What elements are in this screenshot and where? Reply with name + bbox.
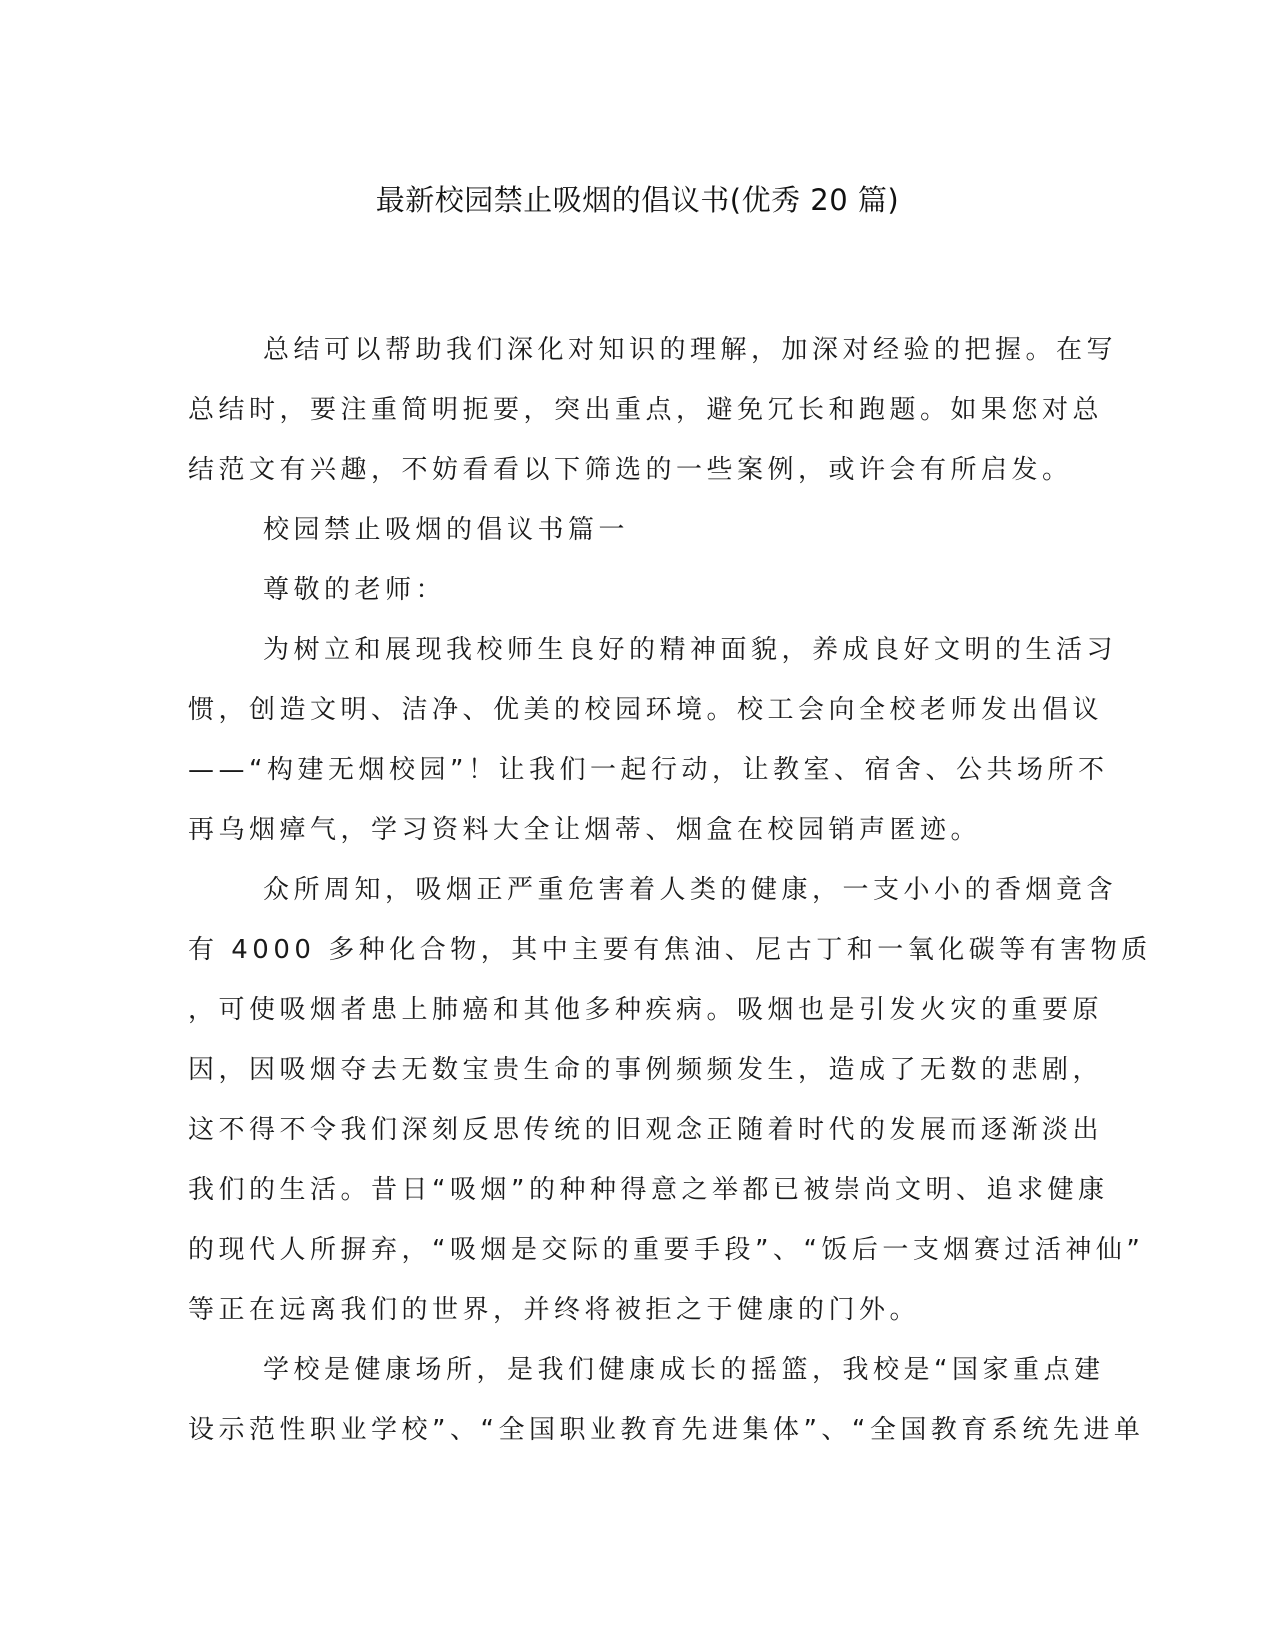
text-line: 惯，创造文明、洁净、优美的校园环境。校工会向全校老师发出倡议 xyxy=(188,695,1104,725)
document-title: 最新校园禁止吸烟的倡议书(优秀 20 篇) xyxy=(375,183,900,217)
text-line: 为树立和展现我校师生良好的精神面貌，养成良好文明的生活习 xyxy=(263,635,1118,665)
text-line: 的现代人所摒弃，“吸烟是交际的重要手段”、“饭后一支烟赛过活神仙” xyxy=(188,1235,1145,1265)
text-line: 学校是健康场所，是我们健康成长的摇篮，我校是“国家重点建 xyxy=(263,1355,1105,1385)
text-line: 等正在远离我们的世界，并终将被拒之于健康的门外。 xyxy=(188,1295,921,1325)
text-line: 结范文有兴趣，不妨看看以下筛选的一些案例，或许会有所启发。 xyxy=(188,455,1073,485)
text-line: 总结可以帮助我们深化对知识的理解，加深对经验的把握。在写 xyxy=(263,335,1118,365)
text-line: ——“构建无烟校园”！让我们一起行动，让教室、宿舍、公共场所不 xyxy=(188,755,1109,785)
text-line: 设示范性职业学校”、“全国职业教育先进集体”、“全国教育系统先进单 xyxy=(188,1415,1145,1445)
section-heading: 校园禁止吸烟的倡议书篇一 xyxy=(263,515,630,545)
salutation: 尊敬的老师： xyxy=(263,575,447,605)
text-line: 这不得不令我们深刻反思传统的旧观念正随着时代的发展而逐渐淡出 xyxy=(188,1115,1104,1145)
text-line: 因，因吸烟夺去无数宝贵生命的事例频频发生，造成了无数的悲剧， xyxy=(188,1055,1104,1085)
text-line: ，可使吸烟者患上肺癌和其他多种疾病。吸烟也是引发火灾的重要原 xyxy=(188,995,1104,1025)
text-line: 总结时，要注重简明扼要，突出重点，避免冗长和跑题。如果您对总 xyxy=(188,395,1104,425)
text-line: 众所周知，吸烟正严重危害着人类的健康，一支小小的香烟竟含 xyxy=(263,875,1118,905)
text-line: 再乌烟瘴气，学习资料大全让烟蒂、烟盒在校园销声匿迹。 xyxy=(188,815,982,845)
text-line: 我们的生活。昔日“吸烟”的种种得意之举都已被崇尚文明、追求健康 xyxy=(188,1175,1109,1205)
text-line: 有 4000 多种化合物，其中主要有焦油、尼古丁和一氧化碳等有害物质 xyxy=(188,935,1152,965)
document-body xyxy=(188,320,1152,1460)
